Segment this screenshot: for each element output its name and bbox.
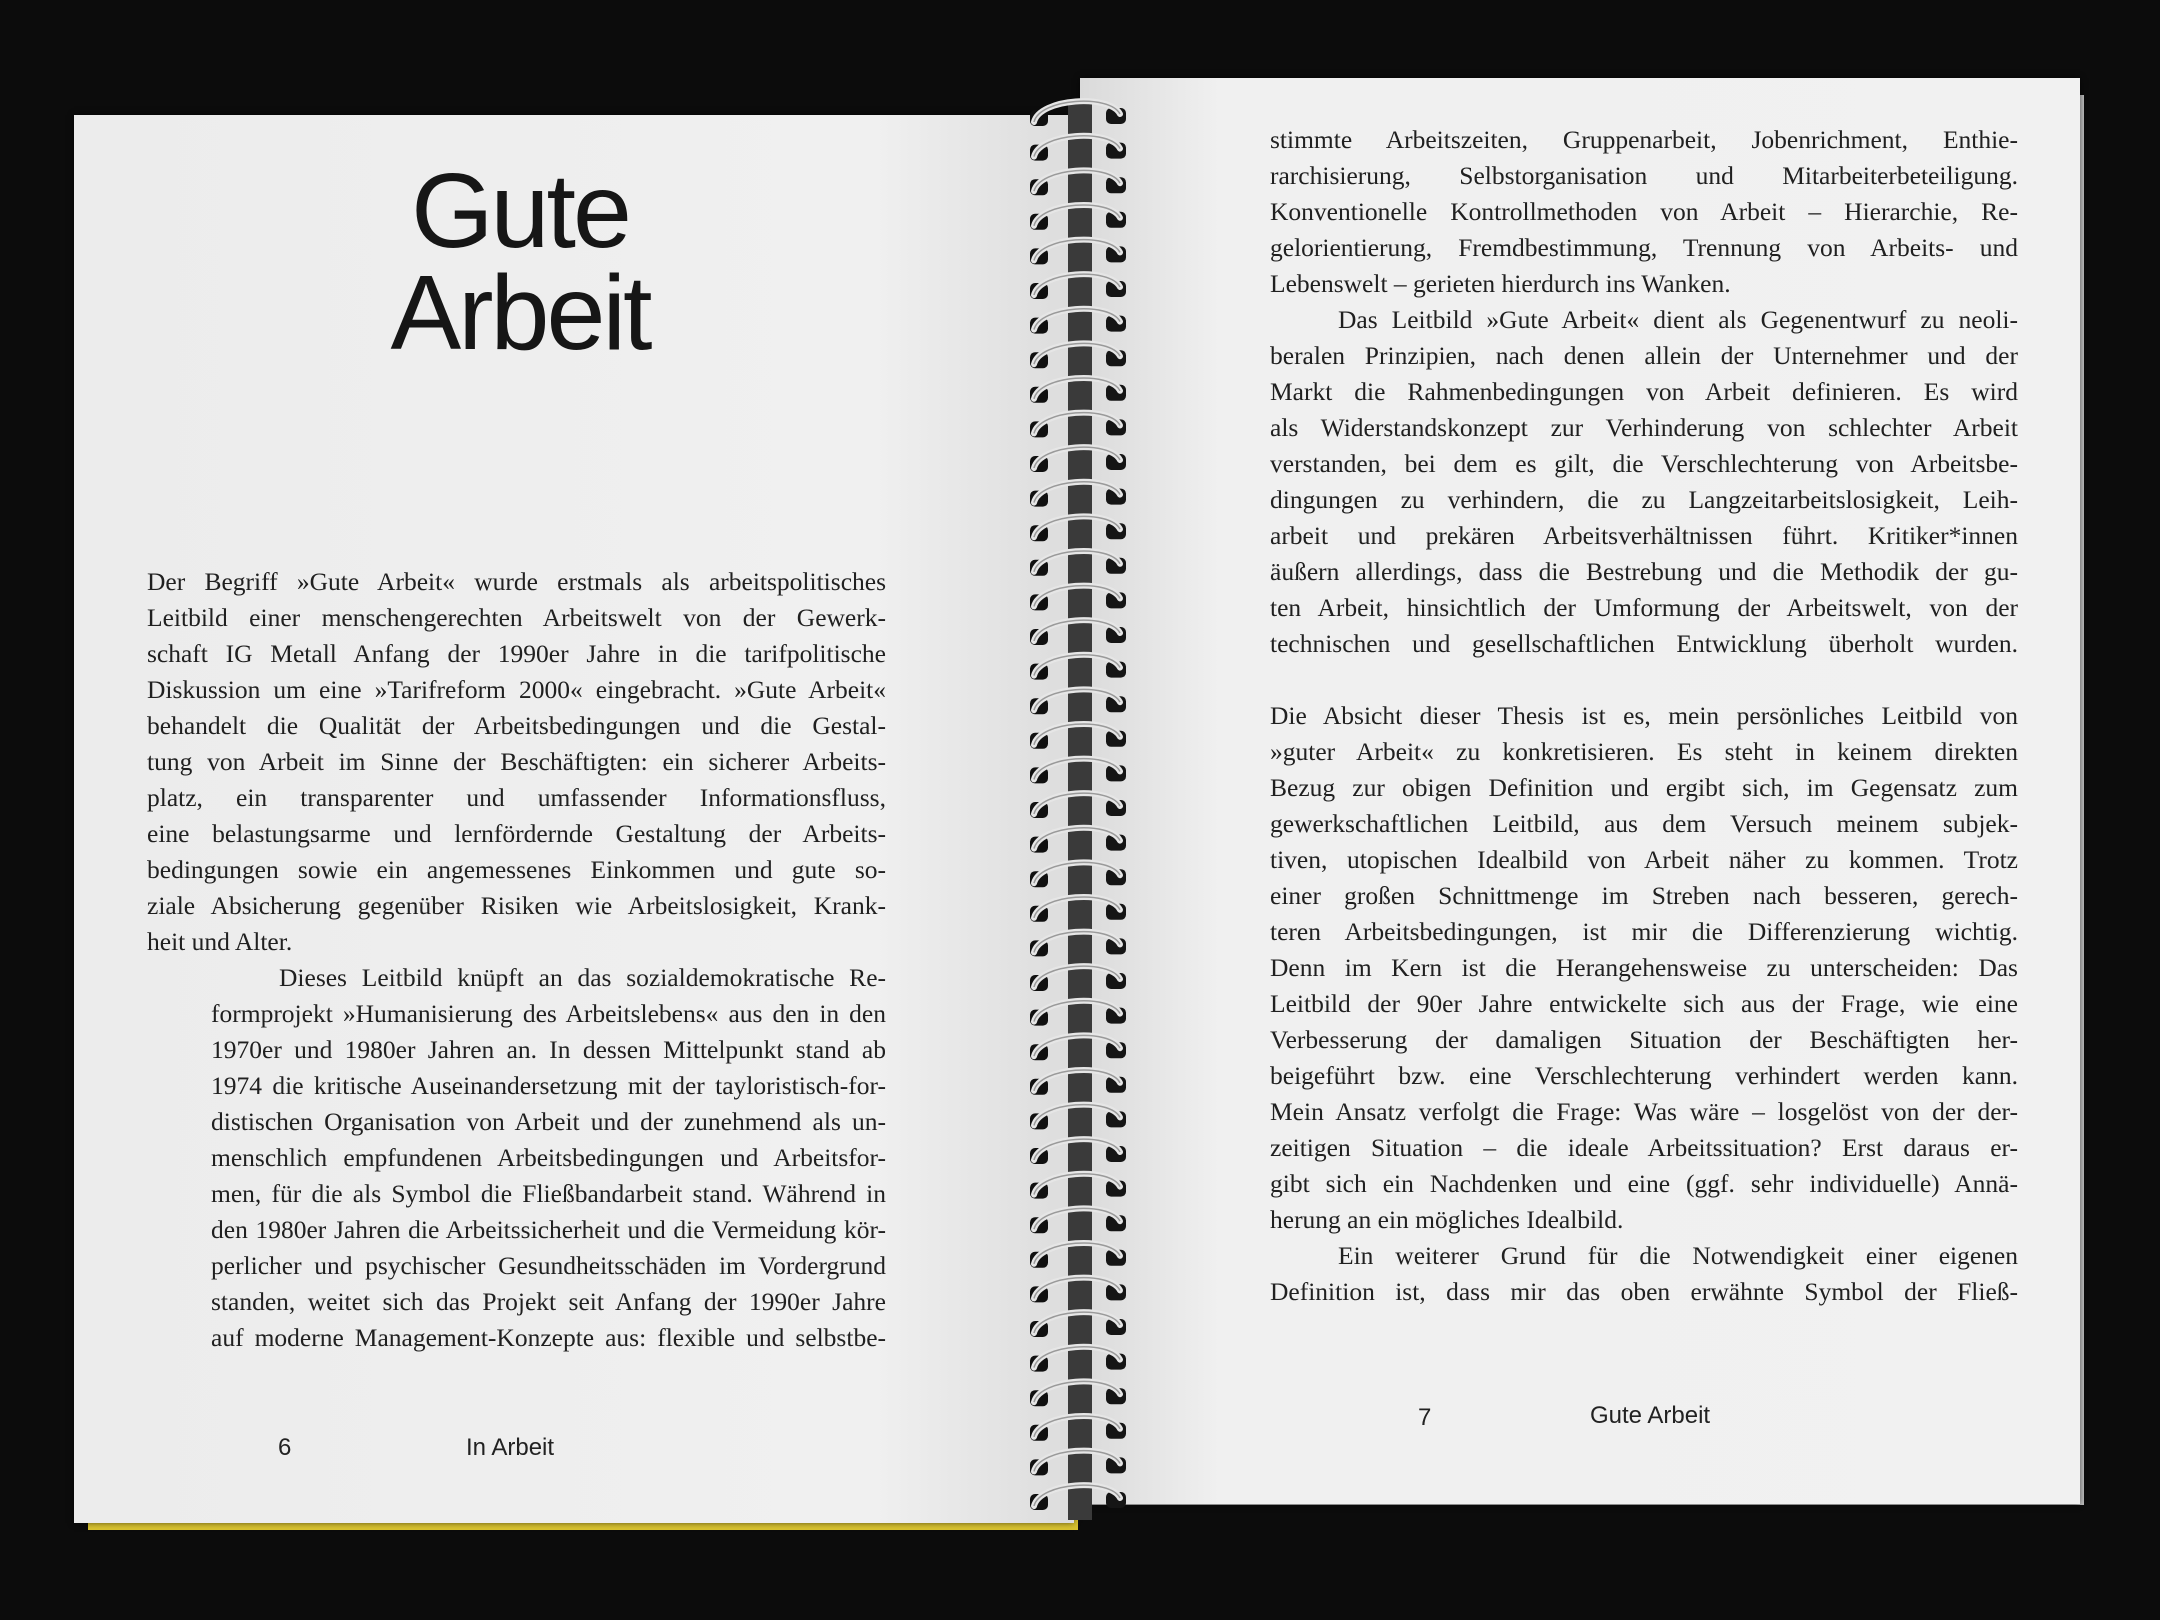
- text-line: Der Begriff »Gute Arbeit« wurde erstmals als arbeitspolitisches: [147, 567, 886, 596]
- chapter-title: [270, 152, 770, 372]
- text-line: einer großen Schnittmenge im Streben nach besseren, gerech-: [1270, 881, 2018, 910]
- text-line: Bezug zur obigen Definition und ergibt sich, im Gegensatz zum: [1270, 773, 2018, 802]
- text-line: perlicher und psychischer Gesundheitsschäden im Vordergrund: [211, 1251, 886, 1280]
- left-paragraph-2: [147, 960, 886, 1356]
- text-line: eine belastungsarme und lernfördernde Gestaltung der Arbeits-: [147, 819, 886, 848]
- text-line: heit und Alter.: [147, 927, 293, 956]
- right-body-text: [1270, 122, 2018, 1310]
- text-line: distischen Organisation von Arbeit und der zunehmend als un-: [211, 1107, 886, 1136]
- text-line: auf moderne Management-Konzepte aus: flexible und selbstbe-: [211, 1323, 886, 1352]
- spiral-binding: [1010, 90, 1150, 1530]
- left-body-text: [147, 564, 886, 1356]
- right-page-number: 7: [1418, 1404, 1432, 1431]
- text-line: beigeführt bzw. eine Verschlechterung verhindert werden kann.: [1270, 1061, 2018, 1090]
- text-line: stimmte Arbeitszeiten, Gruppenarbeit, Jobenrichment, Enthie-: [1270, 125, 2018, 154]
- text-line: rarchisierung, Selbstorganisation und Mitarbeiterbeteiligung.: [1270, 161, 2018, 190]
- text-line: beralen Prinzipien, nach denen allein der Unternehmer und der: [1270, 341, 2018, 370]
- text-line: Verbesserung der damaligen Situation der Beschäftigten her-: [1270, 1025, 2018, 1054]
- text-line: herung an ein mögliches Idealbild.: [1270, 1205, 1624, 1234]
- text-line: ten Arbeit, hinsichtlich der Umformung der Arbeitswelt, von der: [1270, 593, 2018, 622]
- right-paragraph-3: [1270, 698, 2018, 1238]
- text-line: 1974 die kritische Auseinandersetzung mit der tayloristisch-for-: [211, 1071, 886, 1100]
- text-line: menschlich empfundenen Arbeitsbedingungen und Arbeitsfor-: [211, 1143, 886, 1172]
- gutter-shadow: [1068, 100, 1092, 1520]
- text-line: dingungen zu verhindern, die zu Langzeitarbeitslosigkeit, Leih-: [1270, 485, 2018, 514]
- text-line: standen, weitet sich das Projekt seit Anfang der 1990er Jahre: [211, 1287, 886, 1316]
- text-line: äußern allerdings, dass die Bestrebung und die Methodik der gu-: [1270, 557, 2018, 586]
- text-line: behandelt die Qualität der Arbeitsbedingungen und die Gestal-: [147, 711, 886, 740]
- text-line: den 1980er Jahren die Arbeitssicherheit und die Vermeidung kör-: [211, 1215, 886, 1244]
- right-paragraph-2: [1270, 302, 2018, 662]
- text-line: bedingungen sowie ein angemessenes Einkommen und gute so-: [147, 855, 886, 884]
- title-line-2: Arbeit: [390, 254, 650, 372]
- text-line: schaft IG Metall Anfang der 1990er Jahre in die tarifpolitische: [147, 639, 886, 668]
- text-line: formprojekt »Humanisierung des Arbeitslebens« aus den in den: [211, 999, 886, 1028]
- text-line: tiven, utopischen Idealbild von Arbeit näher zu kommen. Trotz: [1270, 845, 2018, 874]
- text-line: Dieses Leitbild knüpft an das sozialdemokratische Re-: [279, 963, 886, 992]
- text-line: platz, ein transparenter und umfassender Informationsfluss,: [147, 783, 886, 812]
- left-running-head: In Arbeit: [466, 1434, 555, 1461]
- right-running-head: Gute Arbeit: [1590, 1402, 1711, 1429]
- text-line: Lebenswelt – gerieten hierdurch ins Wanken.: [1270, 269, 1731, 298]
- text-line: 1970er und 1980er Jahren an. In dessen Mittelpunkt stand ab: [211, 1035, 886, 1064]
- text-line: »guter Arbeit« zu konkretisieren. Es steht in keinem direkten: [1270, 737, 2018, 766]
- right-paragraph-4: [1270, 1238, 2018, 1310]
- text-line: Definition ist, dass mir das oben erwähnte Symbol der Fließ-: [1270, 1277, 2018, 1306]
- left-page-number: 6: [278, 1434, 292, 1461]
- text-line: Ein weiterer Grund für die Notwendigkeit einer eigenen: [1338, 1241, 2018, 1270]
- text-line: arbeit und prekären Arbeitsverhältnissen führt. Kritiker*innen: [1270, 521, 2018, 550]
- title-line-1: Gute: [411, 152, 629, 270]
- text-line: Denn im Kern ist die Herangehensweise zu unterscheiden: Das: [1270, 953, 2018, 982]
- text-line: gibt sich ein Nachdenken und eine (ggf. sehr individuelle) Annä-: [1270, 1169, 2018, 1198]
- text-line: Die Absicht dieser Thesis ist es, mein persönliches Leitbild von: [1270, 701, 2018, 730]
- text-line: ziale Absicherung gegenüber Risiken wie Arbeitslosigkeit, Krank-: [147, 891, 886, 920]
- text-line: Markt die Rahmenbedingungen von Arbeit definieren. Es wird: [1270, 377, 2018, 406]
- text-line: Konventionelle Kontrollmethoden von Arbeit – Hierarchie, Re-: [1270, 197, 2018, 226]
- text-line: verstanden, bei dem es gilt, die Verschlechterung von Arbeitsbe-: [1270, 449, 2018, 478]
- text-line: teren Arbeitsbedingungen, ist mir die Differenzierung wichtig.: [1270, 917, 2018, 946]
- text-line: Leitbild der 90er Jahre entwickelte sich aus der Frage, wie eine: [1270, 989, 2018, 1018]
- text-line: gelorientierung, Fremdbestimmung, Trennung von Arbeits- und: [1270, 233, 2018, 262]
- text-line: als Widerstandskonzept zur Verhinderung von schlechter Arbeit: [1270, 413, 2018, 442]
- text-line: Leitbild einer menschengerechten Arbeitswelt von der Gewerk-: [147, 603, 886, 632]
- left-paragraph-1: [147, 564, 886, 960]
- text-line: men, für die als Symbol die Fließbandarbeit stand. Während in: [211, 1179, 886, 1208]
- text-line: tung von Arbeit im Sinne der Beschäftigten: ein sicherer Arbeits-: [147, 747, 886, 776]
- text-line: Mein Ansatz verfolgt die Frage: Was wäre – losgelöst von der der-: [1270, 1097, 2018, 1126]
- text-line: gewerkschaftlichen Leitbild, aus dem Versuch meinem subjek-: [1270, 809, 2018, 838]
- text-line: zeitigen Situation – die ideale Arbeitssituation? Erst daraus er-: [1270, 1133, 2018, 1162]
- text-line: Diskussion um eine »Tarifreform 2000« eingebracht. »Gute Arbeit«: [147, 675, 886, 704]
- text-line: Das Leitbild »Gute Arbeit« dient als Gegenentwurf zu neoli-: [1338, 305, 2018, 334]
- text-line: technischen und gesellschaftlichen Entwicklung überholt wurden.: [1270, 629, 2018, 658]
- right-paragraph-1: [1270, 122, 2018, 302]
